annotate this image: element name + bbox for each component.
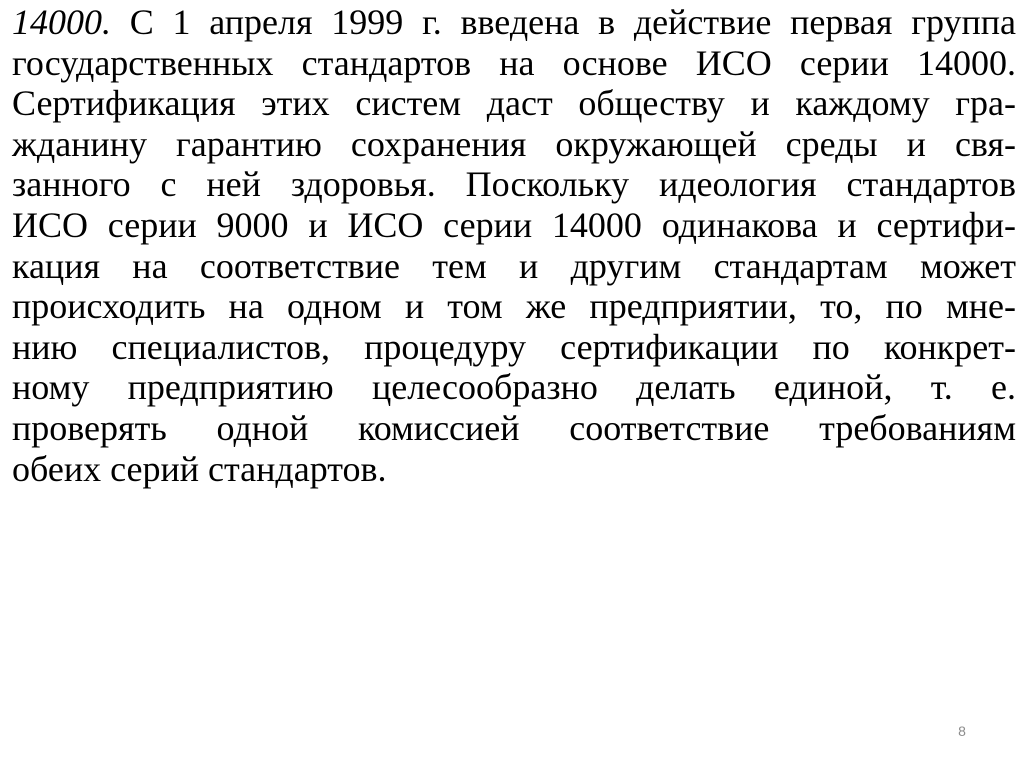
text-line-6: ИСО серии 9000 и ИСО серии 14000 одинакова и сертифи- bbox=[12, 204, 1016, 245]
text-line-1-content: С 1 апреля 1999 г. введена в действие первая группа bbox=[111, 2, 1016, 42]
text-line-12: обеих серий стандартов. bbox=[12, 448, 387, 489]
text-line-4: жданину гарантию сохранения окружающей среды и свя- bbox=[12, 123, 1016, 164]
text-line-9: нию специалистов, процедуру сертификации по конкрет- bbox=[12, 326, 1016, 367]
text-line-5: занного с ней здоровья. Поскольку идеология стандартов bbox=[12, 164, 1016, 205]
body-paragraph bbox=[12, 2, 1016, 489]
text-line-1 bbox=[12, 2, 1016, 43]
text-line-3: Сертификация этих систем даст обществу и каждому гра- bbox=[12, 83, 1016, 124]
text-line-10: ному предприятию целесообразно делать единой, т. е. bbox=[12, 367, 1016, 408]
text-line-2: государственных стандартов на основе ИСО серии 14000. bbox=[12, 42, 1016, 83]
text-line-8: происходить на одном и том же предприятии, то, по мне- bbox=[12, 286, 1016, 327]
lead-number: 14000. bbox=[12, 2, 111, 42]
page-number: 8 bbox=[958, 723, 966, 739]
text-line-11: проверять одной комиссией соответствие требованиям bbox=[12, 407, 1016, 448]
text-line-7: кация на соответствие тем и другим стандартам может bbox=[12, 245, 1016, 286]
